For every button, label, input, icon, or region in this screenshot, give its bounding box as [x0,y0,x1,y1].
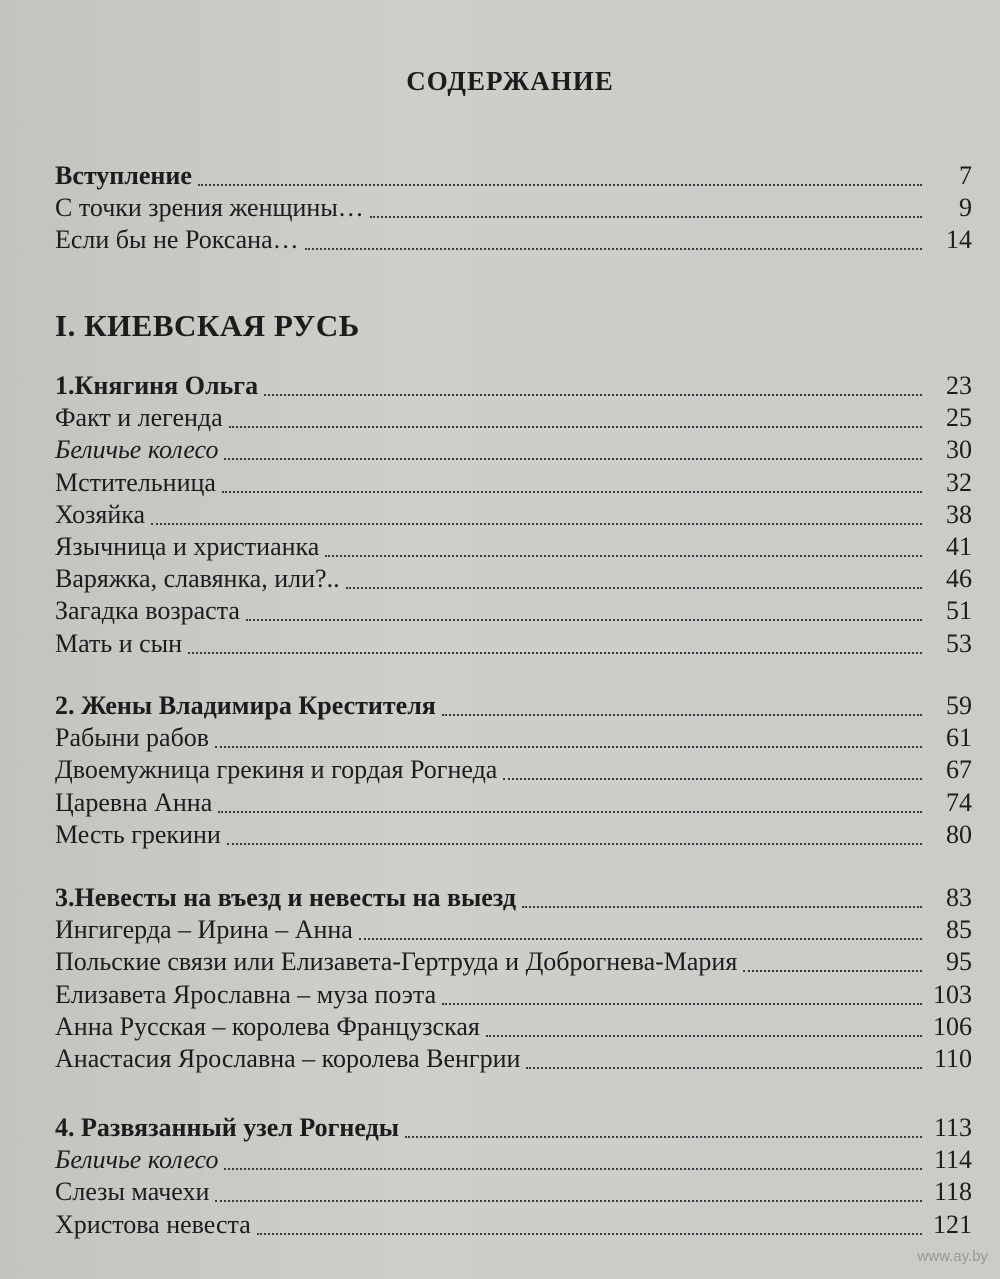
toc-entry [55,192,972,224]
toc-entry-title: Двоемужница грекиня и гордая Рогнеда [55,755,498,784]
toc-entry-title: Загадка возраста [55,596,240,625]
dot-leader [198,183,922,186]
toc-entry-title: Анастасия Ярославна – королева Венгрии [55,1044,521,1073]
toc-entry [55,690,972,722]
toc-entry-title: Анна Русская – королева Французская [55,1012,480,1041]
toc-entry-title: Беличье колесо [55,435,219,464]
toc-entry-title: Слезы мачехи [55,1177,210,1206]
toc-page-number: 38 [946,500,972,529]
toc-entry-title: Факт и легенда [55,403,223,432]
toc-entry-title: Язычница и христианка [55,532,320,561]
toc-entry [55,946,972,978]
dot-leader [370,215,922,218]
toc-entry [55,1011,972,1043]
dot-leader [503,777,922,780]
toc-entry [55,467,972,499]
toc-entry-title: Мстительница [55,468,216,497]
dot-leader [405,1135,922,1138]
dot-leader [522,905,922,908]
dot-leader [743,969,922,972]
toc-entry [55,628,972,660]
toc-entry [55,1209,972,1241]
toc-page-number: 9 [959,193,972,222]
toc-entry [55,434,972,466]
toc-entry-title: Если бы не Роксана… [55,225,299,254]
toc-page-number: 103 [933,980,972,1009]
dot-leader [222,490,922,493]
toc-entry [55,1112,972,1144]
toc-page-number: 14 [946,225,972,254]
toc-page-number: 41 [946,532,972,561]
dot-leader [218,810,922,813]
toc-page-number: 110 [933,1044,972,1073]
toc-entry [55,370,972,402]
toc-page-number: 23 [946,371,972,400]
toc-entry [55,787,972,819]
toc-entry [55,819,972,851]
toc-entry [55,754,972,786]
toc-entry-title: Царевна Анна [55,788,213,817]
dot-leader [325,554,922,557]
toc-page-number: 113 [933,1113,972,1142]
dot-leader [151,522,922,525]
toc-entry-title: Вступление [55,161,192,190]
dot-leader [188,651,922,654]
toc-page-number: 67 [946,755,972,784]
toc-entry [55,1144,972,1176]
part-title: I. КИЕВСКАЯ РУСЬ [55,308,360,343]
toc-page-number: 7 [959,161,972,190]
toc-entry-title: Елизавета Ярославна – муза поэта [55,980,437,1009]
dot-leader [224,1167,922,1170]
dot-leader [246,618,922,621]
toc-entry-title: Варяжка, славянка, или?.. [55,564,340,593]
dot-leader [359,937,922,940]
toc-page-number: 61 [946,723,972,752]
toc-entry [55,402,972,434]
toc-page-number: 80 [946,820,972,849]
toc-page-number: 30 [946,435,972,464]
toc-entry-title: 1.Княгиня Ольга [55,371,259,400]
toc-page-number: 74 [946,788,972,817]
toc-page-number: 46 [946,564,972,593]
toc-entry-title: 3.Невесты на въезд и невесты на выезд [55,883,516,912]
dot-leader [227,842,922,845]
dot-leader [346,586,922,589]
dot-leader [264,393,922,396]
dot-leader [229,425,922,428]
dot-leader [486,1034,922,1037]
watermark: www.ay.by [917,1248,988,1265]
toc-entry-title: Христова невеста [55,1210,251,1239]
toc-entry-title: Хозяйка [55,500,146,529]
toc-entry-title: 2. Жены Владимира Крестителя [55,691,436,720]
dot-leader [442,713,922,716]
toc-entry-title: Месть грекини [55,820,221,849]
toc-entry [55,224,972,256]
dot-leader [215,745,922,748]
dot-leader [224,457,922,460]
toc-entry-title: Рабыни рабов [55,723,210,752]
toc-page-number: 114 [933,1145,972,1174]
toc-entry-title: С точки зрения женщины… [55,193,364,222]
toc-page-number: 106 [933,1012,972,1041]
toc-page-number: 121 [933,1210,972,1239]
toc-entry-title: Ингигерда – Ирина – Анна [55,915,353,944]
toc-entry [55,882,972,914]
toc-entry [55,1176,972,1208]
toc-entry [55,531,972,563]
toc-page-number: 85 [946,915,972,944]
toc-page-number: 118 [933,1177,972,1206]
toc-entry [55,722,972,754]
toc-page-number: 51 [946,596,972,625]
toc-entry [55,160,972,192]
toc-page-number: 32 [946,468,972,497]
toc-entry [55,499,972,531]
toc-entry-title: Мать и сын [55,629,183,658]
toc-entry [55,563,972,595]
toc-entry-title: 4. Развязанный узел Рогнеды [55,1113,400,1142]
toc-entry-title: Беличье колесо [55,1145,219,1174]
dot-leader [305,247,922,250]
toc-entry [55,979,972,1011]
toc-entry [55,595,972,627]
toc-page-number: 53 [946,629,972,658]
toc-page-number: 83 [946,883,972,912]
dot-leader [215,1199,922,1202]
dot-leader [442,1002,922,1005]
dot-leader [257,1232,922,1235]
toc-entry-title: Польские связи или Елизавета-Гертруда и Доброгнева-Мария [55,947,738,976]
dot-leader [526,1066,922,1069]
toc-page-number: 25 [946,403,972,432]
toc-page-number: 59 [946,691,972,720]
toc-entry [55,1043,972,1075]
toc-page-number: 95 [946,947,972,976]
toc-entry [55,914,972,946]
page-title: СОДЕРЖАНИЕ [406,66,614,96]
